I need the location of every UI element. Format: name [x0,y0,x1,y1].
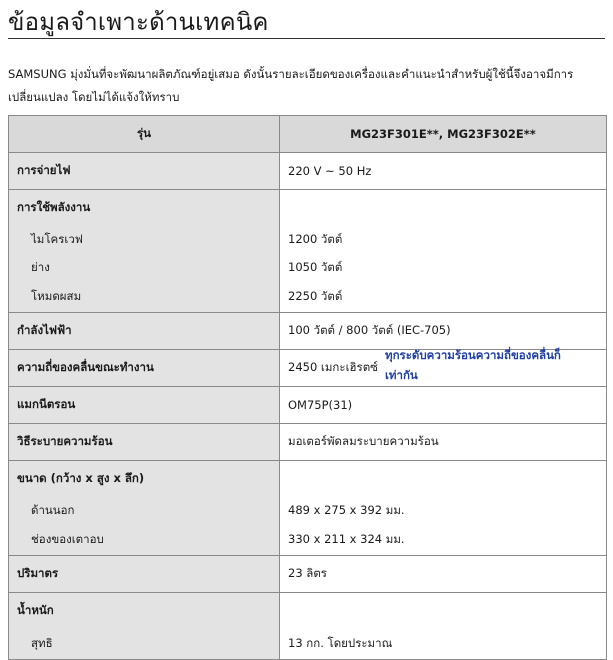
output-label: กำลังไฟฟ้า [9,313,280,350]
frequency-value: 2450 เมกะเฮิรตซ์ [280,350,607,387]
cavity-value: 330 x 211 x 324 มม. [280,525,607,556]
spec-table [8,115,607,660]
volume-value: 23 ลิตร [280,556,607,593]
grill-label: ย่าง [9,254,280,282]
volume-label: ปริมาตร [9,556,280,593]
row-weight [9,593,607,630]
cooling-label: วิธีระบายความร้อน [9,424,280,461]
row-dimensions-outside [9,497,607,525]
consumption-label: การใช้พลังงาน [9,190,280,227]
row-volume [9,556,607,593]
magnetron-value: OM75P(31) [280,387,607,424]
magnetron-label: แมกนีตรอน [9,387,280,424]
dimensions-value-empty [280,461,607,498]
row-consumption [9,190,607,227]
combi-label: โหมดผสม [9,282,280,313]
page-title: ข้อมูลจำเพาะด้านเทคนิค [8,8,269,36]
row-dimensions [9,461,607,498]
header-model-value: MG23F301E**, MG23F302E** [280,116,607,153]
outside-label: ด้านนอก [9,497,280,525]
row-magnetron [9,387,607,424]
handwritten-annotation: ทุกระดับความร้อนความถี่ของคลื่นก็เท่ากัน [385,348,561,382]
weight-value-empty [280,593,607,630]
combi-value: 2250 วัตต์ [280,282,607,313]
row-cooling [9,424,607,461]
output-value: 100 วัตต์ / 800 วัตต์ (IEC-705) [280,313,607,350]
title-underline [8,38,605,39]
cooling-value: มอเตอร์พัดลมระบายความร้อน [280,424,607,461]
spec-header-row [9,116,607,153]
row-weight-net [9,629,607,660]
row-consumption-microwave [9,226,607,254]
microwave-value: 1200 วัตต์ [280,226,607,254]
frequency-label: ความถี่ของคลื่นขณะทำงาน [9,350,280,387]
net-weight-label: สุทธิ [9,629,280,660]
dimensions-label: ขนาด (กว้าง x สูง x ลึก) [9,461,280,498]
row-consumption-grill [9,254,607,282]
power-source-value: 220 V ~ 50 Hz [280,153,607,190]
intro-paragraph: SAMSUNG มุ่งมั่นที่จะพัฒนาผลิตภัณฑ์อยู่เสมอ ดังนั้นรายละเอียดของเครื่องและคำแนะนำสำหรับผู้ใช้นี้จึงอาจมีการเปลี่ยนแปลง โดยไม่ได้แจ้งให้ทราบ [8,67,574,104]
weight-label: น้ำหนัก [9,593,280,630]
outside-value: 489 x 275 x 392 มม. [280,497,607,525]
row-consumption-combi [9,282,607,313]
cavity-label: ช่องของเตาอบ [9,525,280,556]
row-power-source [9,153,607,190]
consumption-value-empty [280,190,607,227]
net-weight-value: 13 กก. โดยประมาณ [280,629,607,660]
header-model-label: รุ่น [9,116,280,153]
row-output [9,313,607,350]
grill-value: 1050 วัตต์ [280,254,607,282]
power-source-label: การจ่ายไฟ [9,153,280,190]
row-dimensions-cavity [9,525,607,556]
microwave-label: ไมโครเวฟ [9,226,280,254]
